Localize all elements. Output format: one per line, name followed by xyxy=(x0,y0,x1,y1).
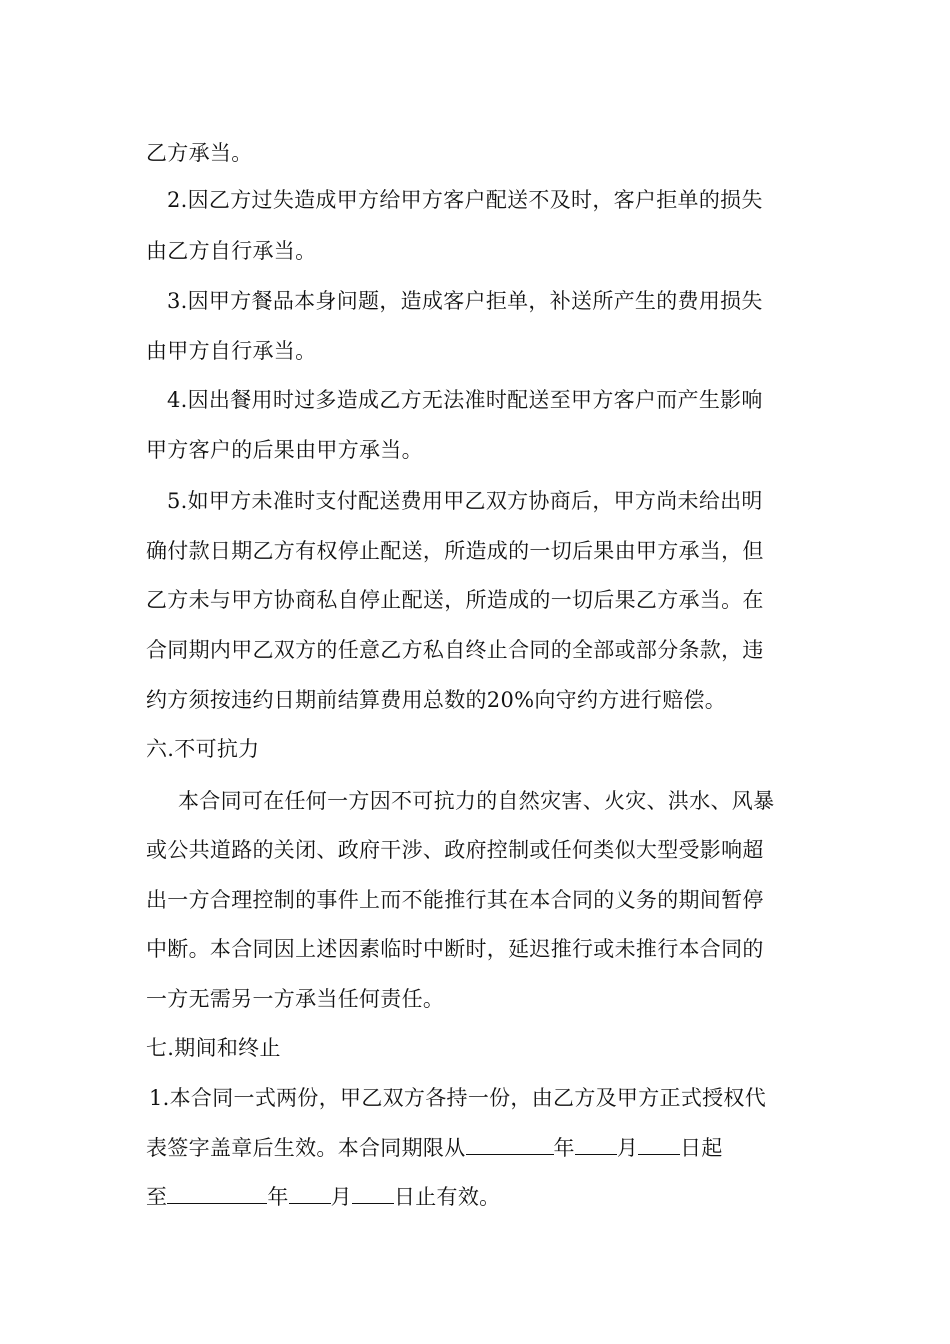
text-line: 一方无需另一方承当任何责任。 xyxy=(146,987,445,1011)
text-line: 由甲方自行承当。 xyxy=(146,339,317,363)
section-heading-term: 七.期间和终止 xyxy=(146,1036,281,1060)
force-majeure-paragraph: 本合同可在任何一方因不可抗力的自然灾害、火灾、洪水、风暴 xyxy=(178,789,775,813)
term-start-line xyxy=(146,1133,723,1163)
day-blank xyxy=(638,1134,680,1155)
year-blank xyxy=(466,1134,554,1155)
clause-5: 5.如甲方未准时支付配送费用甲乙双方协商后，甲方尚未给出明 xyxy=(167,489,763,513)
clause-2: 2.因乙方过失造成甲方给甲方客户配送不及时，客户拒单的损失 xyxy=(167,188,763,212)
text-line: 出一方合理控制的事件上而不能推行其在本合同的义务的期间暂停 xyxy=(146,888,764,912)
day-blank xyxy=(352,1183,394,1204)
day-end-label: 日止有效。 xyxy=(393,1185,501,1209)
text-line: 中断。本合同因上述因素临时中断时，延迟推行或未推行本合同的 xyxy=(146,937,764,961)
text-line: 确付款日期乙方有权停止配送，所造成的一切后果由甲方承当，但 xyxy=(146,539,764,563)
month-label: 月 xyxy=(330,1185,352,1209)
text-line: 由乙方自行承当。 xyxy=(146,239,317,263)
month-blank xyxy=(575,1134,617,1155)
text-line: 或公共道路的关闭、政府干涉、政府控制或任何类似大型受影响超 xyxy=(146,838,764,862)
text-line: 甲方客户的后果由甲方承当。 xyxy=(146,438,423,462)
term-clause-1: 1.本合同一式两份，甲乙双方各持一份，由乙方及甲方正式授权代 xyxy=(149,1086,767,1110)
section-heading-force-majeure: 六.不可抗力 xyxy=(146,737,260,761)
term-end-line xyxy=(146,1182,500,1212)
year-label: 年 xyxy=(553,1136,575,1160)
year-blank xyxy=(167,1183,267,1204)
text-line: 合同期内甲乙双方的任意乙方私自终止合同的全部或部分条款，违 xyxy=(146,638,764,662)
text-line: 乙方承当。 xyxy=(146,141,253,165)
text-line: 约方须按违约日期前结算费用总数的20%向守约方进行赔偿。 xyxy=(146,688,727,712)
clause-4: 4.因出餐用时过多造成乙方无法准时配送至甲方客户而产生影响 xyxy=(167,388,763,412)
day-start-label: 日起 xyxy=(680,1136,723,1160)
year-label: 年 xyxy=(267,1185,289,1209)
text-line: 乙方未与甲方协商私自停止配送，所造成的一切后果乙方承当。在 xyxy=(146,588,764,612)
term-end-prefix: 至 xyxy=(146,1185,168,1209)
term-start-prefix: 表签字盖章后生效。本合同期限从 xyxy=(146,1136,466,1160)
clause-3: 3.因甲方餐品本身问题，造成客户拒单，补送所产生的费用损失 xyxy=(167,289,763,313)
month-blank xyxy=(289,1183,331,1204)
month-label: 月 xyxy=(616,1136,639,1160)
